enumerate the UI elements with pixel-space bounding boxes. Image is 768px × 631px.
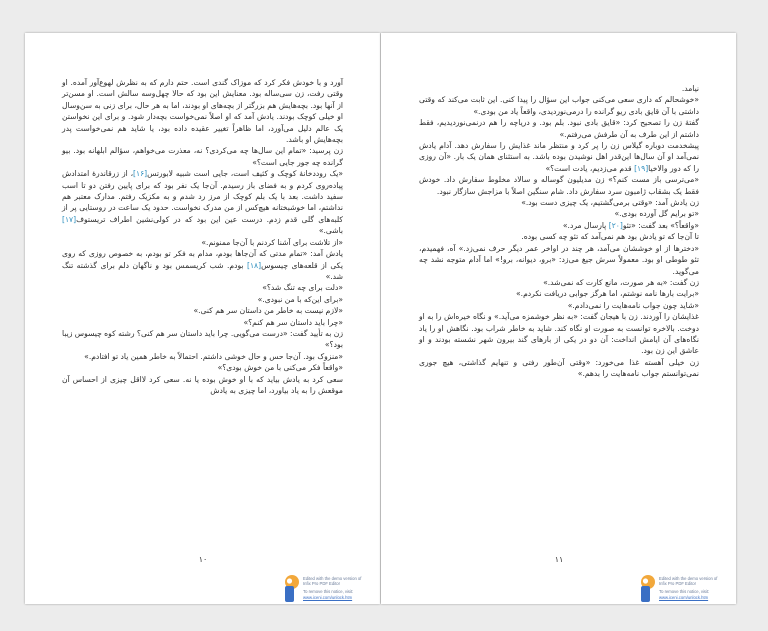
paragraph	[419, 311, 699, 357]
paragraph	[419, 208, 699, 219]
text-run: «می‌ترسی باز مست کنم؟» زن مدیلیون گوساله و سالاد مخلوط سفارش داد. خودش فقط یک بشقاب ژامبون سرد سفارش داد. شام سنگین اصلاً با مزاجش سازگار نبود.	[419, 175, 699, 196]
watermark-line1: Edited with the demo version of	[303, 576, 362, 581]
watermark-link[interactable]: www.iceni.com/unlock.htm	[303, 594, 353, 600]
paragraph	[62, 248, 343, 282]
infix-logo-icon	[279, 575, 301, 603]
paragraph	[419, 140, 699, 174]
text-run: «دلت برای چه تنگ شد؟»	[262, 283, 343, 293]
text-run: «دخترها از او خوششان می‌آمد، هر چند در اواخر عمر دیگر حرف نمی‌زد.» آه، فهمیدم، تئو طوطی او بود. معمولاً سرش جیغ می‌زد: «برو، دیوانه، برو!» اما آدام متوجه نشد چه می‌گوید.	[419, 243, 699, 276]
text-run: گفتهٔ زن را تصحیح کرد: «قایق بادی نبود. بلم بود. و دریاچه را هم درنمی‌نوردیدیم، فقط داشتم از این طرف به آن طرفش می‌رفتم.»	[419, 118, 699, 139]
text-run: زن گفت: «به هر صورت، مانع کارت که نمی‌شد.»	[543, 277, 699, 287]
paragraph	[419, 277, 699, 288]
paragraph	[419, 288, 699, 299]
page-number-left: ۱۰	[198, 555, 208, 564]
text-run: «خوشحالم که داری سعی می‌کنی جواب این سؤال را پیدا کنی. این ثابت می‌کند که وقتی داشتی با آن قایق بادی ریو گرانده را درمی‌نوردیدی، واقعاً یاد من بودی.»	[419, 95, 699, 116]
text-run: «یک روددخانهٔ کوچک و کثیف است، جایی است شبیه لابورتس	[147, 169, 343, 179]
text-run: تا آن‌جا که تو یادش بود هم نمی‌آمد که تئو چه کسی بوده.	[521, 232, 699, 242]
watermark-line2: Infix Pro PDF Editor	[659, 581, 697, 587]
paragraph	[62, 328, 343, 351]
page-number-right: ۱۱	[554, 555, 564, 564]
paragraph	[62, 294, 343, 305]
watermark-line2: Infix Pro PDF Editor	[303, 581, 341, 587]
text-run: «چرا باید داستان سر هم کنم؟»	[243, 317, 343, 327]
left-page-text	[62, 77, 343, 396]
paragraph	[62, 305, 343, 316]
text-run: «از تلاشت برای آشنا کردنم با آن‌جا ممنونم.»	[201, 237, 343, 247]
paragraph	[419, 231, 699, 242]
text-run: «شاید چون جواب نامه‌هایت را نمی‌دادم.»	[567, 300, 699, 310]
text-run: پیشخدمت دوباره گیلاس زن را پر کرد و منتظر ماند غذایش را سفارش دهد. آدام یادش نمی‌آمد او آن سال‌ها این‌قدر اهل نوشیدن بوده باشد. به استثنای همان یک بار. «آن روزی را که دور والاخیا	[419, 141, 699, 173]
paragraph	[419, 197, 699, 208]
paragraph	[62, 362, 343, 373]
watermark-link[interactable]: www.iceni.com/unlock.htm	[659, 594, 709, 600]
paragraph	[419, 174, 699, 197]
text-run: زن خیلی آهسته غذا می‌خورد: «وقتی آن‌طور رفتی و تنهایم گذاشتی، هیچ جوری نمی‌توانستم جواب نامه‌هایت را بدهم.»	[419, 357, 699, 379]
text-run: ، از زرقاندرهٔ امتدادش پیاده‌روی کردم و به فضای باز رسیدم. آن‌جا یک نفر بود که برای پایین رفتن دو تا اسب سفید داشت. بعد با یک بلم کوچک از مرز رد شدم و به مکزیک رفتم. مدارک معتبر هم نداشتم، اما خوشبختانه هیچ‌کس از من مدرک نخواست. حدود یک ساعت در روستایی پر از کلبه‌های گلی قدم زدم. درست عین این بود که در کولی‌نشین اطراف تریستوف	[62, 169, 343, 224]
text-run: پارسال مرد.»	[562, 220, 609, 230]
right-page-text	[419, 83, 699, 380]
text-run: نیامد.	[681, 84, 699, 93]
text-run: «برایت بارها نامه نوشتم، اما هرگز جوابی دریافت نکردم.»	[516, 289, 699, 299]
text-run: زن یادش آمد: «وقتی برمی‌گشتیم، یک چیزی دست بود.»	[521, 198, 699, 208]
text-run: یادش آمد: «تمام مدتی که آن‌جاها بودم، مدام به فکر تو بودم، به خصوص روزی که روی یکی از قلعه‌های چیسوس	[62, 249, 343, 270]
paragraph	[62, 374, 343, 397]
footnote-ref: [۲۰]	[608, 220, 623, 230]
paragraph	[419, 300, 699, 311]
footnote-ref: [۱۹]	[634, 163, 649, 173]
text-run: غذایشان را آوردند. زن با هیجان گفت: «به نظر خوشمزه می‌آید.» و نگاه خیره‌اش را به او دوخت. بالاخره توانست به صورت او نگاه کند. شاید به خاطر شراب بود. نگاهش او را یاد نگاه‌های آن ایامش انداخت: آن دو در یکی از بارهای گند بیرون شهر نشسته بودند و او عاشق این زن بود.	[419, 312, 699, 356]
paragraph	[419, 83, 699, 94]
watermark-line1: Edited with the demo version of	[659, 576, 718, 581]
watermark-line3: To remove this notice, visit:	[659, 589, 710, 595]
text-run: «لازم نیست به خاطر من داستان سر هم کنی.»	[193, 306, 343, 316]
paragraph	[419, 220, 699, 231]
paragraph	[419, 94, 699, 117]
watermark-line3: To remove this notice, visit:	[303, 589, 354, 595]
footnote-ref: [۱۷]	[62, 214, 77, 224]
text-run: «واقعاً فکر می‌کنی با من خوش بودی؟»	[217, 363, 343, 373]
footnote-ref: [۱۸]	[246, 260, 262, 270]
paragraph	[62, 145, 343, 168]
paragraph	[419, 117, 699, 140]
text-run: بودم. شب کریسمس بود و ناگهان دلم برای گذشته تنگ شد.»	[62, 260, 343, 281]
right-page	[381, 33, 736, 604]
paragraph	[419, 357, 699, 380]
paragraph	[62, 237, 343, 248]
watermark-notice	[279, 575, 377, 603]
left-page	[25, 33, 380, 604]
text-run: «واقعاً؟» بعد گفت: «تئو	[622, 220, 699, 230]
paragraph	[62, 77, 343, 145]
paragraph	[62, 317, 343, 328]
infix-logo-icon	[635, 575, 657, 603]
watermark-notice	[635, 575, 733, 603]
text-run: «منزوک بود. آن‌جا حس و حال خوشی داشتم. احتمالاً به خاطر همین یاد تو افتادم.»	[84, 351, 343, 361]
text-run: باشی.»	[318, 226, 343, 236]
paragraph	[62, 282, 343, 293]
text-run: «برای این‌که با من نبودی.»	[257, 294, 343, 304]
text-run: سعی کرد به یادش بیاید که با او خوش بوده یا نه. سعی کرد لااقل چیزی از احساس آن موقعش را به یاد بیاورد، اما چیزی به یادش	[62, 374, 343, 395]
paragraph	[62, 351, 343, 362]
text-run: قدم می‌زدیم، یادت است؟»	[545, 163, 635, 173]
text-run: زن به تأیید گفت: «درست می‌گویی. چرا باید داستان سر هم کنی؟ رشته کوه چیسوس زیبا بود؟»	[62, 328, 343, 350]
footnote-ref: [۱۶]	[133, 169, 148, 179]
text-run: «تو برایم گل آورده بودی.»	[614, 209, 699, 219]
text-run: آورد و با خودش فکر کرد که موزاک گندی است. حتم دارم که به نظرش لهوع‌آور آمده. او وقتی رفت، زن سی‌ساله بود. معنایش این بود که حالا چهل‌وسه سالش است. او مسن‌تر از آنها بود. بچه‌هایش هم بزرگتر از بچه‌های او بودند، اما به هر حال، برای زنی به سن‌وسال او خیلی کوچک بودند. یادش آمد که او اصلاً نمی‌خواست بچه‌دار شود. و برای این نخواستن یک عالم دلیل می‌آورد، اما ظاهراً تغییر عقیده داده بود، یا شاید هم نمی‌خواست پدر بچه‌هایش او باشد.	[62, 78, 343, 145]
text-run: زن پرسید: «تمام این سال‌ها چه می‌کردی؟ نه، معذرت می‌خواهم، سؤالم ابلهانه بود. بیو گرانده چه جور جایی است؟»	[62, 146, 343, 167]
paragraph	[62, 168, 343, 236]
paragraph	[419, 243, 699, 277]
